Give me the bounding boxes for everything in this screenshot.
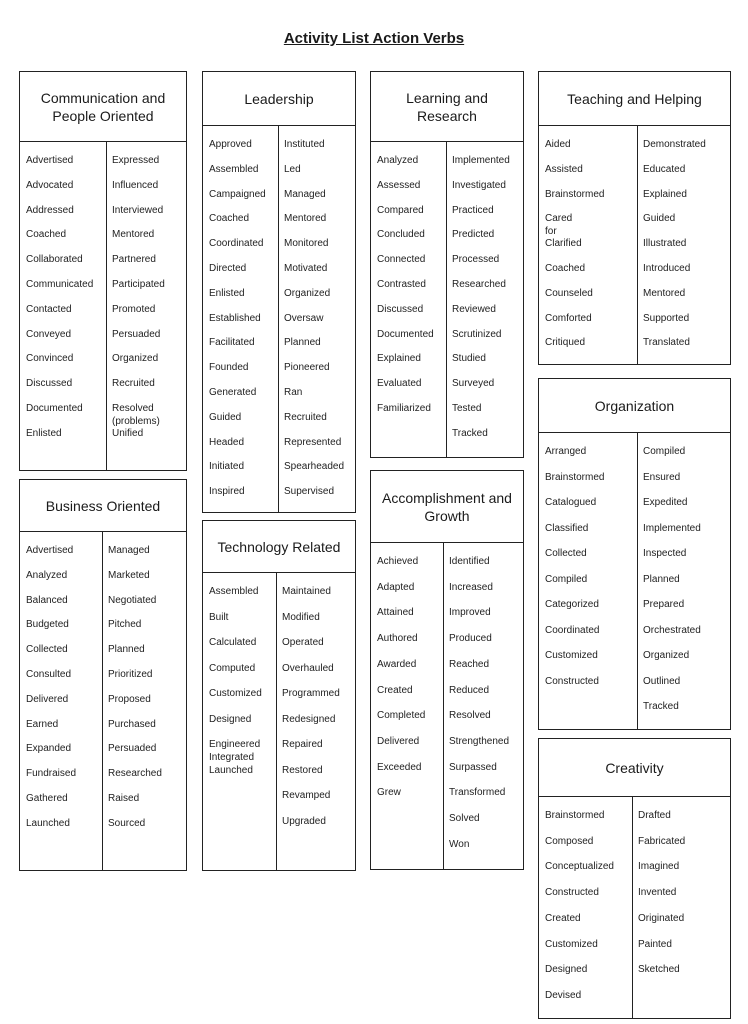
verb-item: Assembled	[209, 586, 259, 597]
verb-item: Designed	[545, 964, 588, 976]
verb-item: Directed	[209, 263, 247, 274]
verb-item: Programmed	[282, 688, 340, 699]
verb-item: Earned	[26, 718, 59, 730]
verb-item: Tracked	[452, 427, 488, 439]
verb-item: Researched	[108, 768, 162, 780]
column-divider	[102, 532, 103, 870]
verb-item: Pioneered	[284, 362, 330, 374]
verb-item: Explained	[377, 353, 421, 365]
verb-item: Brainstormed	[545, 188, 605, 200]
verb-item: Tracked	[643, 701, 679, 712]
verb-item: Coordinated	[545, 624, 600, 636]
verb-item: Won	[449, 838, 470, 850]
verb-item: Invented	[638, 887, 677, 899]
verb-item: Planned	[643, 573, 680, 585]
verb-item: Overhauled	[282, 662, 334, 674]
verb-item: Documented	[377, 328, 434, 340]
verb-item: Identified	[449, 556, 490, 567]
verb-item: Restored	[282, 764, 323, 776]
verb-item: Transformed	[449, 787, 506, 799]
verb-item: Assessed	[377, 179, 421, 191]
verb-item: Increased	[449, 581, 493, 593]
verb-item: Prioritized	[108, 669, 153, 680]
verb-item: Managed	[108, 545, 150, 556]
verb-item: Reduced	[449, 684, 490, 696]
verb-item: Created	[545, 912, 581, 924]
verb-item: Originated	[638, 912, 685, 924]
verb-item: Counseled	[545, 287, 593, 299]
verb-item: Adapted	[377, 581, 415, 593]
verb-item: Fabricated	[638, 835, 686, 847]
verb-item: Marketed	[108, 569, 150, 581]
verb-item: Grew	[377, 787, 401, 799]
verb-item: Constructed	[545, 887, 599, 899]
column-divider	[637, 126, 638, 364]
verb-item: Tested	[452, 403, 482, 414]
verb-item: Inspected	[643, 548, 687, 559]
verb-item: Mentored	[643, 287, 686, 299]
verb-item: Concluded	[377, 229, 425, 241]
verb-item: Predicted	[452, 229, 495, 241]
verb-item: Cared for	[545, 213, 573, 238]
verb-item: Recruited	[284, 411, 327, 423]
box-heading: Business Oriented	[20, 480, 186, 532]
column-divider	[446, 142, 447, 457]
verb-item: Educated	[643, 163, 686, 175]
verb-item: Customized	[545, 650, 598, 661]
verb-item: Promoted	[112, 303, 156, 315]
verb-item: Critiqued	[545, 337, 586, 349]
verb-item: Mentored	[112, 229, 155, 241]
verb-item: Implemented	[452, 155, 510, 166]
verb-item: Familiarized	[377, 403, 431, 414]
verb-item: Communicated	[26, 279, 94, 290]
verb-item: Founded	[209, 362, 249, 374]
verb-item: Expressed	[112, 155, 160, 166]
verb-item: Monitored	[284, 238, 329, 250]
verb-item: Collected	[26, 644, 68, 656]
verb-item: Categorized	[545, 599, 599, 610]
verb-item: Supported	[643, 312, 690, 324]
verb-item: Launched	[26, 817, 70, 829]
verb-item: Collaborated	[26, 254, 83, 266]
verb-item: Assisted	[545, 163, 583, 175]
box-heading: Accomplishment and Growth	[371, 471, 523, 543]
verb-item: Motivated	[284, 263, 328, 274]
verb-item: Managed	[284, 188, 326, 200]
verb-item: Sketched	[638, 964, 680, 976]
verb-item: Comforted	[545, 312, 592, 324]
verb-item: Revamped	[282, 790, 331, 801]
column-divider	[106, 142, 107, 470]
verb-item: Inspired	[209, 486, 245, 498]
verb-item: Introduced	[643, 263, 691, 274]
verb-item: Resolved	[449, 710, 491, 722]
verb-item: Headed	[209, 436, 245, 448]
verb-item: Expanded	[26, 743, 72, 755]
verb-item: Enlisted	[209, 287, 245, 299]
verb-item: Mentored	[284, 213, 327, 225]
verb-item: Built	[209, 611, 229, 623]
verb-item: Organized	[112, 353, 159, 365]
box-heading: Learning and Research	[371, 72, 523, 142]
verb-item: Designed	[209, 713, 252, 725]
verb-item: Assembled	[209, 163, 259, 175]
verb-item: Gathered	[26, 793, 68, 804]
verb-item: Advertised	[26, 155, 74, 166]
verb-item: Reached	[449, 658, 490, 670]
verb-item: Customized	[209, 688, 262, 699]
verb-item: Achieved	[377, 556, 419, 567]
verb-item: Supervised	[284, 486, 335, 498]
verb-item: Investigated	[452, 179, 506, 191]
verb-item: Arranged	[545, 446, 587, 457]
verb-item: Delivered	[26, 693, 69, 705]
verb-item: Launched	[209, 764, 253, 776]
verb-item: Guided	[209, 411, 242, 423]
verb-item: Coached	[26, 229, 67, 241]
verb-item: Persuaded	[108, 743, 157, 755]
verb-item: Solved	[449, 813, 480, 824]
box-heading: Leadership	[203, 72, 355, 126]
verb-item: Computed	[209, 662, 256, 674]
column-divider	[632, 797, 633, 1018]
verb-item: Produced	[449, 633, 492, 645]
verb-item: Fundraised	[26, 768, 77, 780]
verb-item: Scrutinized	[452, 328, 502, 340]
verb-item: Studied	[452, 353, 486, 365]
box-heading: Creativity	[539, 739, 730, 797]
verb-item: Contacted	[26, 303, 72, 315]
verb-item: Discussed	[26, 378, 73, 390]
verb-item: Pitched	[108, 619, 142, 631]
verb-item: Composed	[545, 835, 594, 847]
box-heading: Organization	[539, 379, 730, 433]
verb-item: Organized	[284, 287, 331, 299]
box-organization	[538, 378, 731, 730]
box-heading: Technology Related	[203, 521, 355, 573]
page-title: Activity List Action Verbs	[283, 30, 465, 47]
verb-item: Contrasted	[377, 279, 426, 290]
verb-item: Connected	[377, 254, 426, 266]
verb-item: Implemented	[643, 522, 701, 534]
verb-item: Conveyed	[26, 328, 72, 340]
box-communication	[19, 71, 187, 471]
box-heading: Communication and People Oriented	[20, 72, 186, 142]
verb-item: Addressed	[26, 204, 74, 216]
verb-item: Orchestrated	[643, 624, 701, 636]
verb-item: Unified	[112, 427, 144, 439]
verb-item: Completed	[377, 710, 426, 722]
column-divider	[443, 543, 444, 869]
verb-item: Coached	[209, 213, 250, 225]
verb-item: Demonstrated	[643, 139, 706, 150]
verb-item: Awarded	[377, 658, 417, 670]
column-divider	[276, 573, 277, 870]
verb-item: Engineered Integrated	[209, 739, 261, 763]
verb-item: Coordinated	[209, 238, 264, 250]
verb-item: Advocated	[26, 179, 74, 191]
verb-item: Customized	[545, 938, 598, 950]
box-business	[19, 479, 187, 871]
verb-item: Imagined	[638, 861, 680, 873]
verb-item: Evaluated	[377, 378, 422, 390]
verb-item: Spearheaded	[284, 461, 345, 473]
verb-item: Improved	[449, 607, 491, 619]
verb-item: Compared	[377, 204, 424, 216]
verb-item: Compiled	[545, 573, 588, 585]
verb-item: Explained	[643, 188, 687, 200]
verb-item: Aided	[545, 139, 571, 150]
verb-item: Ran	[284, 387, 303, 398]
verb-item: Maintained	[282, 586, 331, 597]
verb-item: Resolved (problems)	[112, 403, 160, 427]
verb-item: Coached	[545, 263, 586, 274]
verb-item: Practiced	[452, 204, 494, 216]
verb-item: Delivered	[377, 735, 420, 747]
verb-item: Clarified	[545, 238, 582, 250]
verb-item: Partnered	[112, 254, 156, 266]
verb-item: Organized	[643, 650, 690, 661]
verb-item: Budgeted	[26, 619, 69, 631]
verb-item: Authored	[377, 633, 418, 645]
verb-item: Researched	[452, 279, 506, 290]
verb-item: Convinced	[26, 353, 74, 365]
verb-item: Analyzed	[26, 569, 68, 581]
verb-item: Recruited	[112, 378, 155, 390]
verb-item: Strengthened	[449, 735, 510, 747]
verb-item: Ensured	[643, 471, 681, 483]
verb-item: Exceeded	[377, 761, 422, 773]
verb-item: Advertised	[26, 545, 74, 556]
verb-item: Brainstormed	[545, 471, 605, 483]
verb-item: Initiated	[209, 461, 245, 473]
verb-item: Sourced	[108, 817, 146, 829]
verb-item: Generated	[209, 387, 257, 398]
column-divider	[637, 433, 638, 729]
verb-item: Redesigned	[282, 713, 336, 725]
box-teaching	[538, 71, 731, 365]
box-heading: Teaching and Helping	[539, 72, 730, 126]
verb-item: Surpassed	[449, 761, 497, 773]
verb-item: Negotiated	[108, 594, 157, 606]
verb-item: Purchased	[108, 718, 156, 730]
verb-item: Approved	[209, 139, 252, 150]
verb-item: Calculated	[209, 637, 257, 648]
verb-item: Compiled	[643, 446, 686, 457]
verb-item: Expedited	[643, 497, 688, 508]
verb-item: Painted	[638, 938, 672, 950]
verb-item: Classified	[545, 522, 589, 534]
verb-item: Constructed	[545, 675, 599, 687]
verb-item: Analyzed	[377, 155, 419, 166]
verb-item: Repaired	[282, 739, 323, 750]
verb-item: Interviewed	[112, 204, 164, 216]
verb-item: Planned	[284, 337, 321, 349]
verb-item: Prepared	[643, 599, 685, 610]
verb-item: Proposed	[108, 693, 151, 705]
verb-item: Led	[284, 163, 301, 175]
verb-item: Reviewed	[452, 303, 496, 315]
verb-item: Balanced	[26, 594, 68, 606]
verb-item: Campaigned	[209, 188, 266, 200]
verb-item: Attained	[377, 607, 414, 619]
verb-item: Surveyed	[452, 378, 495, 390]
verb-item: Modified	[282, 611, 320, 623]
verb-item: Planned	[108, 644, 145, 656]
box-leadership	[202, 71, 356, 513]
verb-item: Persuaded	[112, 328, 161, 340]
verb-item: Operated	[282, 637, 324, 648]
verb-item: Upgraded	[282, 815, 326, 827]
verb-item: Raised	[108, 793, 140, 804]
verb-item: Represented	[284, 436, 342, 448]
box-creativity	[538, 738, 731, 1019]
verb-item: Consulted	[26, 669, 72, 680]
verb-item: Facilitated	[209, 337, 255, 349]
verb-item: Conceptualized	[545, 861, 614, 873]
verb-item: Catalogued	[545, 497, 597, 508]
verb-item: Collected	[545, 548, 587, 559]
verb-item: Illustrated	[643, 238, 687, 250]
verb-item: Established	[209, 312, 261, 324]
verb-item: Documented	[26, 403, 83, 414]
box-accomplishment	[370, 470, 524, 870]
box-technology	[202, 520, 356, 871]
verb-item: Discussed	[377, 303, 424, 315]
verb-item: Drafted	[638, 810, 671, 821]
verb-item: Enlisted	[26, 427, 62, 439]
box-learning	[370, 71, 524, 458]
verb-item: Outlined	[643, 675, 681, 687]
verb-item: Processed	[452, 254, 500, 266]
verb-item: Oversaw	[284, 312, 324, 324]
column-divider	[278, 126, 279, 512]
verb-item: Translated	[643, 337, 690, 349]
verb-item: Participated	[112, 279, 165, 290]
verb-item: Influenced	[112, 179, 159, 191]
verb-item: Guided	[643, 213, 676, 225]
verb-item: Devised	[545, 989, 582, 1001]
verb-item: Created	[377, 684, 413, 696]
verb-item: Brainstormed	[545, 810, 605, 821]
verb-item: Instituted	[284, 139, 325, 150]
